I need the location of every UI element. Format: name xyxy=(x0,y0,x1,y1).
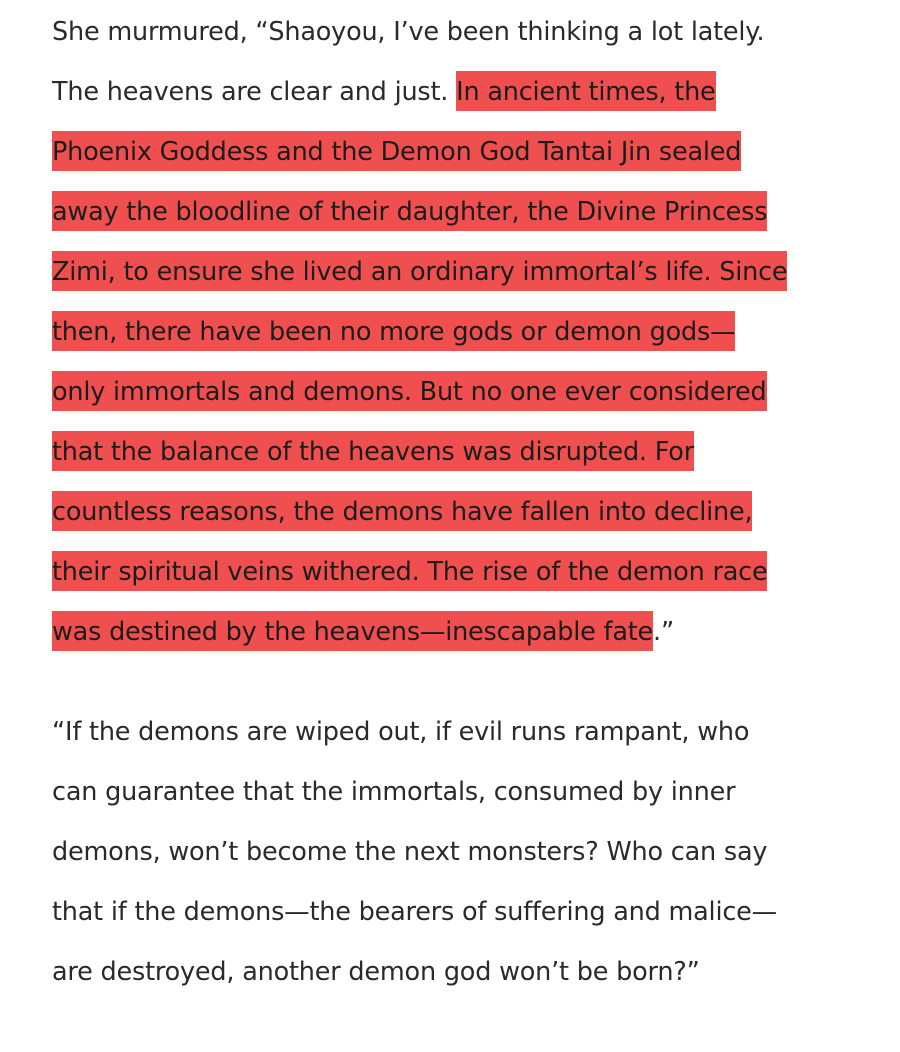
text-line xyxy=(52,482,852,542)
highlighted-text[interactable]: away the bloodline of their daughter, the Divine Princess xyxy=(52,191,767,231)
text-line xyxy=(52,302,852,362)
text-line: that if the demons—the bearers of suffering and malice— xyxy=(52,897,777,927)
plain-text: The heavens are clear and just. xyxy=(52,77,457,107)
plain-text: .” xyxy=(653,617,674,647)
highlighted-text[interactable]: was destined by the heavens—inescapable fate xyxy=(52,611,653,651)
text-line: demons, won’t become the next monsters? Who can say xyxy=(52,837,768,867)
text-line: can guarantee that the immortals, consumed by inner xyxy=(52,777,736,807)
text-line xyxy=(52,602,852,662)
plain-text: She murmured, “Shaoyou, I’ve been thinking a lot lately. xyxy=(52,17,765,47)
text-line xyxy=(52,422,852,482)
highlighted-text[interactable]: only immortals and demons. But no one ever considered xyxy=(52,371,767,411)
text-line xyxy=(52,362,852,422)
text-line xyxy=(52,62,852,122)
reading-page xyxy=(52,0,852,1002)
text-line: are destroyed, another demon god won’t be born?” xyxy=(52,957,700,987)
text-line xyxy=(52,2,852,62)
highlighted-text[interactable]: Phoenix Goddess and the Demon God Tantai Jin sealed xyxy=(52,131,741,171)
text-line: “If the demons are wiped out, if evil runs rampant, who xyxy=(52,717,750,747)
highlighted-text[interactable]: their spiritual veins withered. The rise of the demon race xyxy=(52,551,767,591)
text-line xyxy=(52,242,852,302)
highlighted-text[interactable]: Zimi, to ensure she lived an ordinary immortal’s life. Since xyxy=(52,251,787,291)
paragraph-2 xyxy=(52,702,852,1002)
text-line xyxy=(52,542,852,602)
highlighted-text[interactable]: that the balance of the heavens was disrupted. For xyxy=(52,431,694,471)
paragraph-1 xyxy=(52,0,852,662)
text-line xyxy=(52,122,852,182)
highlighted-text[interactable]: then, there have been no more gods or demon gods— xyxy=(52,311,735,351)
highlighted-text[interactable]: In ancient times, the xyxy=(456,71,715,111)
highlighted-text[interactable]: countless reasons, the demons have fallen into decline, xyxy=(52,491,752,531)
text-line xyxy=(52,182,852,242)
